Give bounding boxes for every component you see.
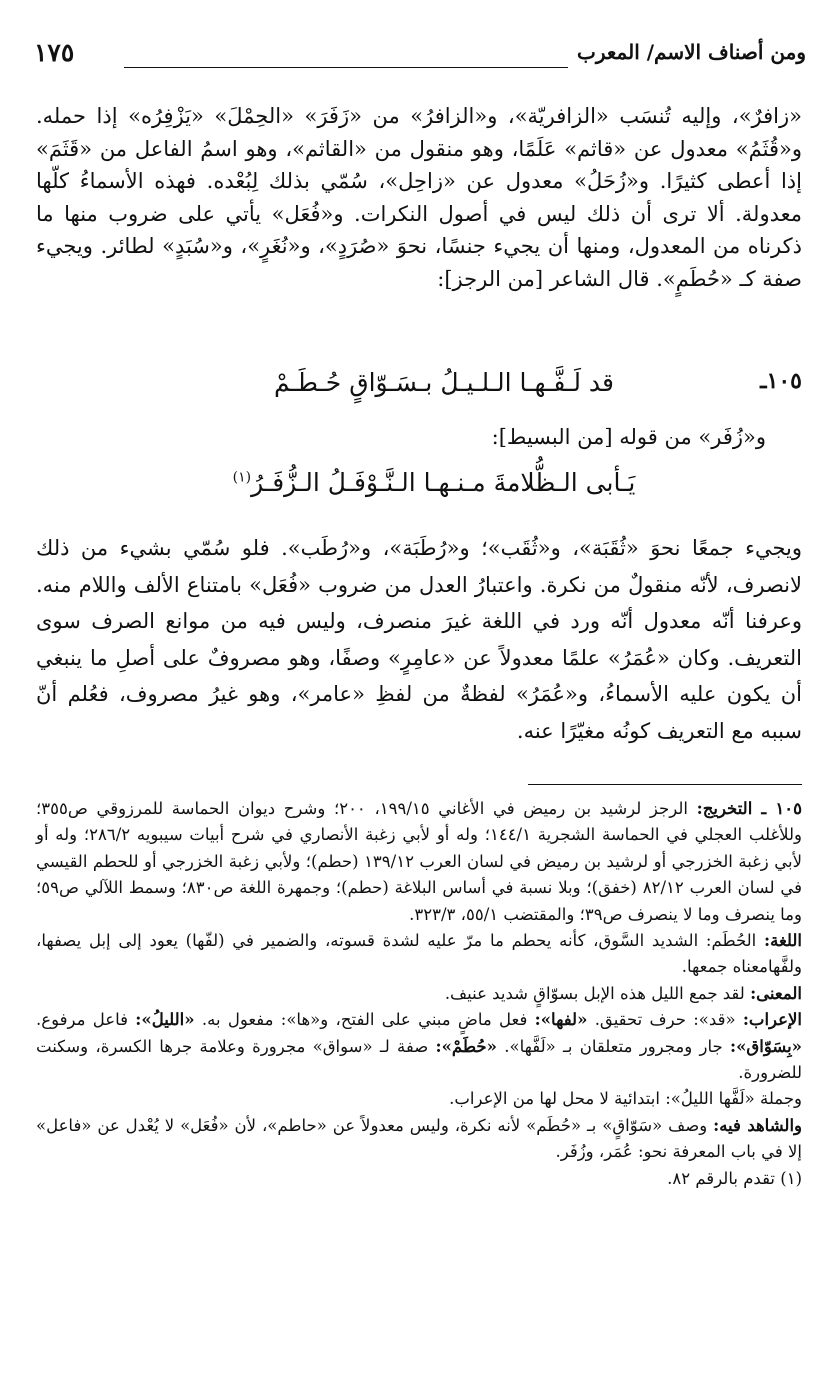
page-number: ١٧٥: [34, 38, 75, 67]
paragraph-2: ويجيء جمعًا نحوَ «ثُقَبَة»، و«ثُقَب»؛ و«رُطَبَة»، و«رُطَب». فلو سُمّي بشيء من ذلك لانصرف، لأنّه منقولٌ من نكرة. واعتبارُ العدل من ضروب «فُعَل» بامتناع الألف واللام منه. وعرفنا أنّه معدول أنّه ورد في اللغة غيرَ منصرف، وليس فيه من موانع الصرف سوى التعريف. وكان «عُمَرُ» علمًا معدولاً عن «عامِرٍ» وصفًا، وهو مصروفٌ على أصلِ ما ينبغي أن يكون عليه الأسماءُ، و«عُمَرُ» لفظةٌ من لفظِ «عامر»، وهو غيرُ مصروف، فعُلم أنّ سببه مع التعريف كونُه مغيّرًا عنه.: [36, 536, 802, 743]
irab-note: [36, 1007, 802, 1086]
running-title: ومن أصناف الاسم/ المعرب: [577, 40, 806, 64]
mana-label: المعنى:: [750, 983, 802, 1003]
irab-part-3: فاعل مرفوع.: [36, 1010, 128, 1030]
verse-105: قد لَـفَّـهـا الـلـيـلُ بـسَـوّاقٍ حُـطَـمْ: [274, 368, 614, 397]
main-paragraph: [36, 100, 802, 295]
jumla-note: وجملة «لَفَّها الليلُ»: ابتدائية لا محل لها من الإعراب.: [449, 1089, 802, 1109]
shahid-note: [36, 1113, 802, 1166]
verse-intro: و«زُفَر» من قوله [من البسيط]:: [491, 425, 766, 449]
irab-part-5: صفة لـ «سواق» مجرورة وعلامة جرها الكسرة، وسكنت للضرورة.: [36, 1036, 802, 1083]
irab-keyword-5: «حُطَمْ»:: [435, 1036, 497, 1056]
verse-intro-row: [36, 425, 802, 457]
takhrij-note: [36, 796, 802, 928]
verse-2-row: [36, 468, 802, 504]
header-rule: [124, 67, 568, 68]
verse-2: [226, 468, 642, 497]
irab-part-4: جار ومجرور متعلقان بـ «لَفَّها».: [504, 1036, 723, 1056]
takhrij-label: ١٠٥ ـ التخريج:: [696, 799, 803, 818]
verse-105-row: [36, 368, 802, 404]
footnote-1: (١) تقدم بالرقم ٨٢.: [667, 1168, 802, 1188]
paragraph-1: «زافرٌ»، وإليه تُنسَب «الزافريّة»، و«الزافرُ» من «زَفَرَ» «الحِمْلَ» «يَزْفِرُه» إذا حمله. و«قُثَمُ» معدول عن «قاثم» عَلَمًا، وهو منقول من «القاثم»، وهو اسمُ الفاعل من «قَثَمَ» إذا أعطى كثيرًا. و«زُحَلُ» معدول عن «زاحِل»، سُمّي بذلك لِبُعْده. فهذه الأسماءُ كلّها معدولة. ألا ترى أن ذلك ليس في أصول النكرات. و«فُعَل» يأتي على ضروب منها ما ذكرناه من المعدول، ومنها أن يجيء جنسًا، نحوَ «صُرَدٍ»، و«نُغَرٍ»، و«سُبَدٍ» لطائر. ويجيء صفة كـ «حُطَمٍ». قال الشاعر [من الرجز]:: [36, 104, 802, 291]
lugha-label: اللغة:: [764, 931, 803, 951]
footnotes: [36, 796, 802, 1192]
irab-keyword-4: «بِسَوّاق»:: [730, 1036, 802, 1056]
irab-part-1: «قد»: حرف تحقيق.: [594, 1010, 736, 1030]
shahid-label: والشاهد فيه:: [713, 1115, 803, 1135]
footnote-rule: [528, 784, 802, 785]
verse-2-text: يَـأبى الـظُّلامةَ مـنـهـا الـنَّـوْفَـلُ الـزُّفَـرُ: [251, 468, 636, 497]
shahid-text: وصف «سَوّاقٍ» بـ «حُطَم» لأنه نكرة، وليس معدولاً عن «حاطم»، لأن «فُعَل» لا يُعْدل عن «فاعل» إلا في باب المعرفة نحو: عُمَر، وزُفَر.: [36, 1115, 802, 1162]
irab-label: الإعراب:: [742, 1010, 802, 1030]
lugha-note: [36, 928, 802, 981]
footnote-marker: (١): [232, 469, 252, 486]
second-paragraph: [36, 530, 802, 749]
mana-note: [36, 981, 802, 1007]
irab-part-2: فعل ماضٍ مبني على الفتح، و«ها»: مفعول به.: [201, 1010, 528, 1030]
takhrij-text: الرجز لرشيد بن رميض في الأغاني ١٩٩/١٥، ٢٠٠؛ وشرح ديوان الحماسة للمرزوقي ص٣٥٥؛ وللأغلب العجلي في الحماسة الشجرية ١٤٤/١؛ وله أو لأبي زغبة الأنصاري في شرح أبيات سيبويه ٢٨٦/٢؛ وله أو لأبي زغبة الخزرجي أو لرشيد بن رميض في لسان العرب ١٣٩/١٢ (حطم)؛ ولأبي زغبة الخزرجي أو للحطم القيسي في لسان العرب ٨٢/١٢ (خفق)؛ وبلا نسبة في أساس البلاغة (حطم)؛ وجمهرة اللغة ص٨٣٠؛ وسمط اللآلي ص٥٩؛ وما ينصرف وما لا ينصرف ص٣٩؛ والمقتضب ٥٥/١، ٣٢٣/٣.: [36, 799, 802, 924]
mana-text: لقد جمع الليل هذه الإبل بسوّاقٍ شديد عنيف.: [444, 983, 745, 1003]
verse-number: ١٠٥ـ: [760, 368, 802, 394]
lugha-text: الحُطَم: الشديد السَّوق، كأنه يحطم ما مرّ عليه لشدة قسوته، والضمير في (لفّها) يعود إلى إبل يصفها، ولفَّهامعناه جمعها.: [36, 931, 802, 977]
irab-keyword-2: «لفها»:: [534, 1010, 588, 1030]
page-header: [32, 30, 806, 80]
irab-keyword-3: «الليلُ»:: [135, 1010, 195, 1030]
